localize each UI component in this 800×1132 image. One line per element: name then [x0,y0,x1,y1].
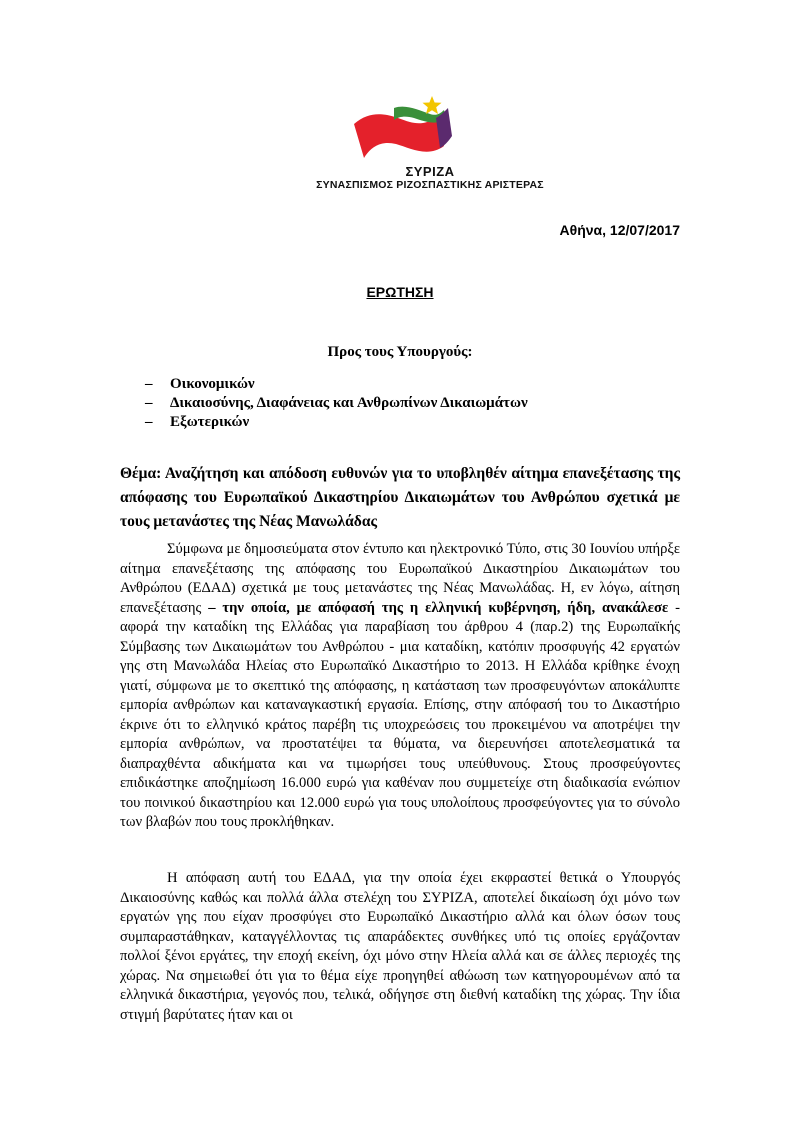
paragraph-1-bold-text: – την οποία, με απόφασή της η ελληνική κυβέρνηση, ήδη, ανακάλεσε [208,599,669,616]
document-date: Αθήνα, 12/07/2017 [559,222,680,238]
addressee-heading: Προς τους Υπουργούς: [327,344,473,360]
body-paragraph-1 [120,540,680,833]
ministry-item: – Εξωτερικών [145,413,528,432]
document-title: ΕΡΩΤΗΣΗ [366,284,434,300]
subject-line: Θέμα: Αναζήτηση και απόδοση ευθυνών για το υποβληθέν αίτημα επανεξέτασης της απόφασης του Ευρωπαϊκού Δικαστηρίου Δικαιωμάτων του Ανθρώπου σχετικά με τους μετανάστες της Νέας Μανωλάδας [120,465,680,530]
logo-party-subtitle: ΣΥΝΑΣΠΙΣΜΟΣ ΡΙΖΟΣΠΑΣΤΙΚΗΣ ΑΡΙΣΤΕΡΑΣ [316,179,544,191]
ministry-item: – Δικαιοσύνης, Διαφάνειας και Ανθρωπίνων Δικαιωμάτων [145,394,528,413]
ministry-item: – Οικονομικών [145,375,528,394]
party-logo [316,96,544,200]
logo-party-name: ΣΥΡΙΖΑ [405,164,455,179]
flag-logo-icon [340,96,520,166]
logo-star-icon [423,96,442,114]
paragraph-1-text-a: Σύμφωνα με δημοσιεύματα στον έντυπο και ηλεκτρονικό Τύπο, στις 30 Ιουνίου υπήρξε αίτημα επανεξέτασης της απόφασης του Ευρωπαϊκού Δικαστηρίου Δικαιωμάτων του Ανθρώπου (ΕΔΑΔ) σχετικά με τους μετανάστες της Νέας Μανωλάδας. Η, εν λόγω, αίτηση επανεξέτασης [120,541,680,616]
body-paragraph-2: Η απόφαση αυτή του ΕΔΑΔ, για την οποία έχει εκφραστεί θετικά ο Υπουργός Δικαιοσύνης καθώς και πολλά άλλα στελέχη του ΣΥΡΙΖΑ, αποτελεί δικαίωση όχι μόνο των εργατών γης που είχαν προσφύγει στο Ευρωπαϊκό Δικαστήριο αλλά και όλων όσων τους συμπαραστάθηκαν, καταγγέλλοντας τις απαράδεκτες συνθήκες υπό τις οποίες εργάζονταν πολλοί ξένοι εργάτες, την εποχή εκείνη, όχι μόνο στην Ηλεία αλλά και σε άλλες περιοχές της χώρας. Να σημειωθεί ότι για το θέμα είχε προηγηθεί αθώωση των κατηγορουμένων από τα ελληνικά δικαστήρια, γεγονός που, τελικά, οδήγησε στη διεθνή καταδίκη της χώρας. Την ίδια στιγμή βαρύτατες ήταν και οι [120,870,680,1023]
ministries-list [145,375,528,432]
paragraph-1-text-b: - αφορά την καταδίκη της Ελλάδας για παραβίαση του άρθρου 4 (παρ.2) της Ευρωπαϊκής Σύμβασης των Δικαιωμάτων του Ανθρώπου - μια καταδίκη, κατόπιν προσφυγής 42 εργατών γης στη Μανωλάδα Ηλείας στο Ευρωπαϊκό Δικαστήριο το 2013. Η Ελλάδα κρίθηκε ένοχη γιατί, σύμφωνα με το σκεπτικό της απόφασης, η κατάσταση των προσφευγόντων αποκάλυπτε εμπορία ανθρώπων και καταναγκαστική εργασία. Επίσης, στην απόφασή του το Δικαστήριο έκρινε ότι το ελληνικό κράτος παρέβη τις υποχρεώσεις του προκειμένου να αποτρέψει την εμπορία ανθρώπων, να προστατέψει τα θύματα, να διερευνήσει αποτελεσματικά τα διαπραχθέντα αδικήματα και να τιμωρήσει τους υπεύθυνους. Στους προσφεύγοντες επιδικάστηκε αποζημίωση 16.000 ευρώ για καθέναν που συμμετείχε στη διαδικασία ενώπιον του ποινικού δικαστηρίου και 12.000 ευρώ για τους υπολοίπους προσφεύγοντες για το σύνολο των βλαβών που τους προκλήθηκαν. [120,599,680,830]
